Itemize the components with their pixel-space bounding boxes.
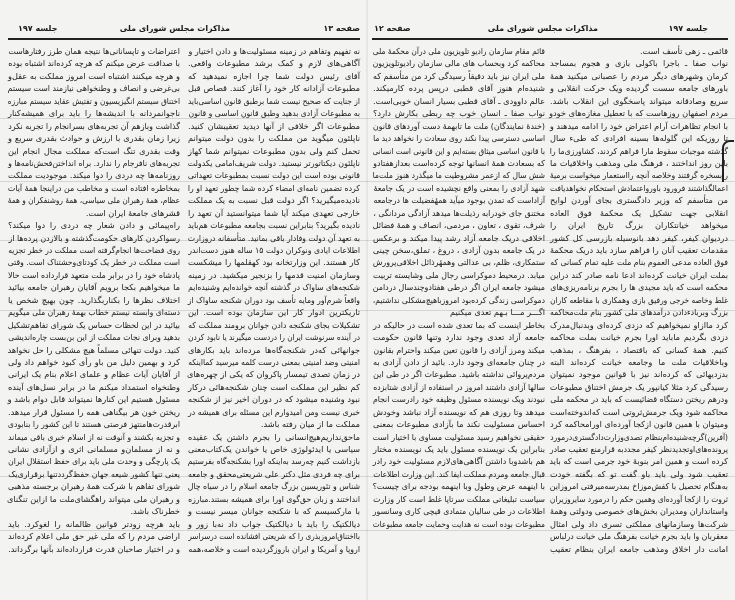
text-line: مطبوعات اگر خلافی از آنها دیدید تعقیبشان کنید. (188, 120, 360, 131)
text-line: باید هرچه زودتر قوانین ظالمانه را لغوکرد. باید (8, 518, 180, 529)
text-line: پادشاه خود را در برابر ملت متعهد قرارداده است حالا (7, 269, 181, 280)
text-line: محاکمه شود ویک جرمش‌ثروتی است که‌اندوخته‌است (549, 406, 728, 417)
text-line: پرونده‌های‌اوتجدیدنظر کیفر مجددبه قرارمنع تعقیب صادر (549, 444, 728, 454)
text-column-left (373, 45, 545, 530)
text-line: خارجی تعهدی میکند آیا شما میتوانستید آن تعهد را (188, 207, 360, 218)
text-line: انقلابی جهت تشکیل یک محکمهٔ فوق العاده (550, 207, 728, 218)
text-line: باورهای جامعه سست گردیده ویک حرکت انقلابی و (550, 83, 728, 94)
text-line: معقربان وا باید بجرم خیانت بفرهنگ ملی خیانت درلباس (549, 531, 728, 542)
page-number: صفحه ۱۲ (374, 24, 411, 33)
text-line: بخاطر اینست که بما تعدی شده است در حالیکه در (373, 319, 545, 330)
text-line: مقدمات تعقیب آنان را فراهم سازد باید دریک محکمهٔ (550, 245, 728, 255)
text-line: حقیقی نخواهیم رسید مسئولیت مساوی با اختیار است (372, 431, 545, 442)
text-line: اعمالگذاشتند فرورود باورواعتمادش استحکام نخواهدیافت (550, 182, 728, 193)
text-line: به مطبوعات آزادی بدهید وطبق قانون اساسی و قانون (188, 108, 360, 119)
text-line: یعنی تنها کشور شیعه جهان حفظ‌گردد‌تنها برقراری‌یک (8, 468, 181, 479)
text-line: دموکراسی زندگی کرده‌بود امروزباهیچ‌مشکلی نداشتیم، (372, 294, 545, 305)
text-line: سیاسی یا ایدئولوژی خاص یا خواندن یک‌کتاب‌معنی (188, 444, 360, 454)
text-line: میدهد وتا روزی هم که نویسنده آزاد نباشد وخودش (373, 406, 545, 417)
text-line: نبود وشنیده میشود که در دوران اخیر نیز از شکنجه (188, 394, 360, 405)
text-line: احساس مسئولیت نکند ما بآزادی مطبوعات بمعنی (373, 419, 545, 430)
text-line: بمخاطره افتاده است و مخاطب من دراینجا همهٔ آیات (7, 182, 181, 193)
page-header (8, 24, 360, 36)
text-line: واقعاً شرم‌آور ومایه تأسف بود دوران شکنجه ساواک از (187, 294, 360, 305)
text-line: ناپلئون میگوید من مملکت را بدون دولت میتوانم (188, 133, 360, 144)
text-line: فوق العاده مدعی العموم بنام ملت علیه تمام کسانی که (550, 257, 728, 268)
text-line: بزرگ وبربادءدادن درآمدهای ملی کشور بنام ملت‌محاکمه (549, 307, 728, 318)
text-line: زیرا زمان بقدری با ارزش و حوادث بقدری سریع و (8, 133, 180, 144)
text-line: مملکت ما از میان رفته باشد. (260, 419, 360, 430)
text-line: دردیوان کیفر، کیفر دهد بانوسیله بازرسی کل کشور (550, 232, 728, 243)
text-line: خبری نیست ومن امیدوارم این مسئله برای همیشه در (188, 406, 360, 417)
text-line: رسیدگی کرد مثلا کیانپور یک جرمش اختناق مطبوعات (549, 381, 728, 392)
text-line: در زمان تصدی تیمسار پاکروان که یکی از چهره‌های (186, 369, 360, 380)
text-line: بدزدیهائی که کرده‌اند نیز با قوانین موجود نمیتوان (550, 369, 728, 380)
text-line: من متأسفم که وزیر دادگستری بجای آوردن لوایح (550, 195, 728, 206)
text-line: دسته‌ای وابسته نیستم خطاب بهمهٔ رهبران ملی میگویم (8, 307, 181, 318)
text-line: کرده است و همین امر بنوبهٔ خود جرمی است که باید (549, 456, 728, 467)
text-line: ودرهم ریختن دستگاه قضائیست که باید در محکمه ملی (550, 394, 728, 405)
text-line: نواب صفا ـ انسان خوب چه ربطی بکارش دارد؟ (373, 108, 545, 119)
text-line: اراضی مردم را که ملی غیر حق ملی اعلام کرده‌اند (8, 531, 180, 542)
text-line: نواب صفا ـ باجرا باکولی بازی و هجوم بمساجد (550, 58, 728, 69)
text-line: گذاشت وبازهم آن تجربه‌های بسرانجام را تجربه نکرد (8, 120, 180, 131)
text-line: میشود جامعه ایران اگر درطی هفتادوچندسال دردامن (372, 282, 545, 293)
text-line: روی فضاحت‌ها انجام‌گرفته است مملکت در خطر تجزیه (8, 245, 180, 255)
text-line: عظام، همهٔ رهبران ملی سیاسی، همهٔ روشنفکران و همهٔ (7, 195, 180, 206)
text-line: واستانداران ومدیران بخش‌های خصوصی ودولتی وهمهٔ (549, 506, 728, 517)
text-line: انداختند و زبان حق‌گوی اورا برای همیشه بستند.مبارزه (188, 493, 360, 504)
text-line: یک پارچگی و وحدت ملی باید برای حفظ استقلال ایران (8, 456, 181, 467)
text-line: قانونی بوده است این دولت نسبت بمطبوعات تعهداتی (187, 170, 360, 181)
text-line: (آفرین)گرچه‌شنیده‌ام‌بنظام تصدی‌وزارت‌دادگستری‌درمورد (550, 431, 728, 442)
text-line: ما میخواهیم بکجا برویم آقایان رهبران جامعه بیائید (8, 282, 180, 293)
text-line: قائم مقام سازمان رادیو تلویزیون ملی درآن محکمهٔ ملی (372, 46, 545, 56)
text-line: مختنق جای خودرابه رذیلت‌ها میدهد آزادگی مردانگی ، (373, 207, 545, 218)
text-line: به‌هنگام تحصیل با کفش‌موزاخ بمدرسه‌میرفتی امروزاین (549, 481, 728, 492)
text-line: کرده تضمین نامه‌ای امضاء کرده شما چطور تعهد او را (187, 182, 360, 193)
page-left (0, 0, 366, 600)
text-line: ابرقدرت‌هامنتهز فرصتی هستند تا این کشور را بنابودی (7, 419, 181, 430)
text-line: محاکمه کرد وبحساب های مالی سازمان رادیوتلویزیون (372, 58, 545, 69)
text-line: نادیده‌میگیرید؟ اگر دولت قبل نسبت به یک مملکت (188, 195, 360, 206)
text-line: به تعهد آن دولت وفادار باقی بمانید. متأسفانه دروزارت (187, 232, 360, 243)
text-line: ملی ایران نیز باید دقیقاً رسیدگی کرد من متأسفم که (372, 70, 545, 81)
text-line: سریع وصادقانه میتواند پاسخگوی این انقلاب باشد. (550, 95, 728, 106)
text-line: با انجام تظاهرات آرام اعتراض خود را ادامه میدهند و (549, 120, 728, 131)
text-line: اعتراضات و تاپسانانی‌ها نتیجه همان طرز رفتارهاست (8, 46, 180, 56)
text-line: وطنخواه استمداد میکنم ما در برابر نسل‌های آینده (8, 381, 180, 392)
text-line: مسئول هستیم این کنارها نمیتواند قابل دوام باشد و (7, 394, 180, 405)
text-line: ومیتوان با همین قانون ازکجا آورده‌ای اورامحاکمه کرد (550, 419, 728, 430)
text-line: سیاست تبلیغاتی مملکت سرتاپا غلط است کار وزارت (373, 493, 545, 504)
text-line: نادیده بگیرید؟ بنابراین نسبت بجامعه مطبوعات هم‌باید (187, 220, 360, 231)
text-line: نبودند ویک نویسنده مسئول وظیفه خود رادرست انجام (372, 394, 545, 405)
text-line: اختناق سیستم انگیزیسیون و تفتیش عقاید سیستم مبارزه (7, 95, 181, 106)
text-line: قائمی ـ زهی تأسف است. (639, 46, 728, 56)
text-line: کرمان وشهرهای دیگر مردم را عصبانی میکنید همهٔ (550, 70, 728, 81)
text-line: اطلاعات در طی سالیان متمادی قیچی کاری وسانسور (372, 506, 545, 517)
text-line: امانت دار اخلاق ومذهب جامعه ایران بنظام تعقیب (550, 543, 728, 554)
text-line: در یک جامعه بدون آزادی ، دروغ ، تملق،سخن چینی (372, 245, 545, 255)
text-line: رابسخره گرفتند وخلاصه آنچه رااستعمار میخواست برمیهٔ (549, 170, 728, 181)
text-line: اروپا و آمریکا و ایران باروزگردیده است و خلاصه،همه (188, 543, 360, 554)
session-number: جلسه ۱۹۷ (668, 24, 708, 33)
text-line: وقت بقدری تنگ است‌که مملکت مجال انجام این (8, 145, 180, 156)
text-line: مطبوعات بوده است نه هدایت وحمایت جامعه مطبوعات (372, 518, 545, 529)
text-line: بی‌غرضی و انصاف و وطنخواهی نیازمند است سیستم (7, 83, 181, 94)
text-line: و در اختیار صاحبان قدرت قرارداده‌اند بآنها برگرداند. (8, 543, 180, 554)
text-line: امنیتی وضد امنیتی بمعنی درست کلمه میرسید کمااینکه (188, 356, 360, 367)
text-line: شش سال که ازعمر مشروطیت ما میگذرد هنوز ملت‌ما (372, 170, 545, 181)
text-line: تاریکترین ادوار کار این سازمان بوده است. این (188, 307, 360, 318)
text-line: مردم اصفهان روزهاست که با تعطیل مغازه‌های خودو (549, 108, 728, 119)
text-line: بیائید در این لحظات حساس یک شورای تفاهم‌تشکیل (7, 319, 180, 330)
text-line: (خندهٔ نمایندگان) ملت ما تابهمهٔ دست آوردهای قانون (372, 120, 545, 131)
text-line: دزدی بگردیم ماباید اورا بجرم خیانت بملت محاکمه (550, 332, 728, 343)
text-line: از آقایان آیات عظام و علمای اعلام بنام یک ایرانی (8, 369, 180, 380)
text-line: کار هستند. این وزارتخانه بود کهقلمها را میشکست (188, 257, 360, 268)
text-line: مردم‌پروائی نداشته باشید. مطبوعات اگر در طی این (373, 369, 545, 380)
text-line: میکند ومرز آزادی را قانون تعین میکند واحترام بقانون (373, 344, 545, 355)
text-line: مطبوعات آزادانه کار خود را آغاز کنند. قصاص قبل (188, 83, 360, 94)
text-line: با قانون اساسی میثاق بسته‌ایم و این قانونی است انسانی (372, 145, 545, 156)
text-line: آگاهی‌های لازم و کمک برشد مطبوعات واقعی. (188, 58, 360, 69)
text-line: در آینده سرنوشت ایران را دردست میگیرند یا نابود کردن (188, 332, 360, 343)
text-line: ریختن خون هر بیگناهی همه را مسئول قرار میدهد. (8, 406, 180, 417)
text-column-right (188, 45, 360, 555)
text-line: اگـــر مـــا بـهم تعدی میکنیم (450, 307, 545, 318)
text-line: محکمه است که باید مجیدی ها را بجرم برنامه‌ریزی‌های (550, 282, 728, 293)
text-line: کم نظیر این مملکت است چنان شکنجه‌هائی درکار (188, 381, 360, 392)
text-line: اطلاعات ایادی ونوکران دولت ۱۵ ساله هنوز دست‌اندر (188, 245, 360, 255)
text-line: خطرناک باشد. (130, 506, 180, 517)
page-header (372, 24, 728, 36)
text-line: شنیده‌ام هنوز آقای قطبی درپس پرده کارمیکند. (373, 83, 545, 94)
text-line: تجربه‌های نافرجام را ندارد. براه انداختن‌فحش‌نامه‌ها و (8, 157, 181, 168)
text-line: تعقیب شود ولی باید باو گفت تو که بگفته خودت (550, 468, 728, 479)
text-line: شرف، تقوی ، تعاون ، مردمی، انصاف و همهٔ فضائل (372, 220, 545, 231)
text-line: بدهید وبرای نجات مملکت از این بن‌بست چاره‌اندیشی (8, 332, 180, 343)
text-line: میابد. درمحیط دموکراسی رجال ملی وشایسته تربیت (372, 269, 545, 280)
header-rule (372, 38, 728, 40)
text-line: بملت ایران خیانت کرده‌اند ادعا نامه صادر کند دراین (550, 269, 728, 280)
text-line: از جنایت که صحیح نیست شما برطبق قانون اساسی‌باید (187, 95, 360, 106)
text-line: کرد و بهمین دلیل من باو رأی کبود خواهم داد ولی (8, 356, 180, 367)
text-line: دیالکتیک را باید با دیالکتیک جواب داد نه‌با زور و (188, 518, 360, 529)
page-number: صفحه ۱۳ (323, 24, 360, 33)
text-line: بااختناق‌امروزبذری را که شریعتی افشانده است درسراسر (188, 531, 360, 542)
text-line: و تجزیه بکشند و آنوقت نه از اسلام خبری باقی میماند (8, 431, 181, 442)
text-line: با مارکسیسم که با شکنجه جوانان میسر نیست و (188, 506, 360, 517)
text-line: شناس و تئوریسین بزرگ جامعه اسلام را در سیاه چال (187, 481, 360, 492)
text-line: که بسعادت همهٔ انسانها توجه کرده‌است بعدازهفتادو (373, 157, 545, 168)
text-line: کرد ماازاو نمیخواهیم که دزدی کرده‌ای وبدنبال‌مدرک (550, 319, 728, 330)
text-line: راه‌پیمائی و دادن شعار چه دردی را دوا میکند؟ (8, 220, 180, 231)
header-title: مذاکرات مجلس شورای ملی (119, 24, 230, 33)
text-line: روزنامه‌ها چه دردی را دوا میکند. موجودیت مملکت (8, 170, 180, 181)
text-line: شهد آزادی را بمعنی واقع نچشیده است در یک جامعهٔ (373, 182, 545, 193)
text-line: جوانهائی که‌در شکنجه‌گاه‌ها مرده‌اند باید بکارهای (188, 344, 360, 355)
text-line: وسازمان امنیت قدمها را بزنجیر میکشید. در زمینه (188, 269, 360, 280)
text-line: اخلاقی دریک جامعه آزاد رشد پیدا میکند و برعکس (373, 232, 545, 243)
session-number: جلسه ۱۹۷ (18, 24, 58, 33)
text-line: شکنجه‌های ساواک در گذشته آنچه خوانده‌ایم وشنیده‌ایم (188, 282, 360, 293)
text-line: است مملکت در خطر یک کودتای‌وحشتناک است. وقتی (7, 257, 181, 268)
text-line: در چنان جامعه‌ای وجود دارد. بائید از دادن آزادی به (373, 356, 545, 367)
text-line: گذشته موجبات سقوط مارا فراهم کردند، کشاورزی‌ما را (549, 145, 728, 156)
text-line: شرکت‌ها وسازمانهای مملکتی تسری داد ولی امثال (550, 518, 728, 529)
text-line: تا روزیکه این گلوله‌ها بسینه افرادی که طیء سال (550, 133, 728, 144)
text-line: کنید. دولت تنهائی مسلماً هیچ مشکلی را حل نخواهد (7, 344, 180, 355)
text-line: تحمل کنم ولی بدون مطبوعات نمیتوانم شما کهاز (188, 145, 360, 156)
header-title: مذاکرات مجلس شورای ملی (487, 24, 598, 33)
text-line: ستمکاری، ظلم، بی عدالتی وهمهٔرذائل اخلاقی‌پرورش (372, 257, 545, 268)
text-line: میخواهد خیانتکاران بزرگ تاریخ ایران را (550, 220, 728, 231)
text-line: تشکیلات بجای شکنجه دادن جوانان برومند مملکت که (188, 319, 360, 330)
text-line: باین روز انداختند ، فرهنگ ملی ومذهب واخلاقیات ما (550, 157, 728, 168)
text-column-left (8, 45, 180, 555)
text-line: ثروت را ازکجا آورده‌ای وهمین حکم را درمورد سایروزیران (549, 493, 728, 504)
text-line: ناجوانمردانه با اندیشه‌ها را باید برای همیشه‌کنار (8, 108, 180, 119)
text-line: وباخلاقیات ملت ما وجامعه خیانت کرده‌اند البته (550, 356, 728, 367)
text-column-right (550, 45, 728, 555)
text-line: قبال جامعه ومردم مملکت ایفا کند. این وزارت اطلاعات (373, 468, 545, 479)
text-line: قشرهای جامعهٔ ایران است. (85, 207, 180, 218)
text-line: رسوا‌کردن کارهای حکومت‌گذشته و بالازدن پرده‌ها از (8, 232, 180, 243)
text-line: ماحق‌نداریم‌هیچ‌انسانی را بجرم داشتن یک عقیده (188, 431, 360, 442)
text-line: و هرچه میکنند اشتباه است امروز مملکت به عقل‌و (8, 70, 180, 81)
text-line: برای چه فردی مثل دکتر علی شریعتی‌محقق و جامعه (187, 468, 360, 479)
text-line: هم باشدوبا داشتن آگاهی‌های‌لازم مسئولیت خود رادر (372, 456, 545, 467)
header-rule (8, 38, 360, 40)
text-line: جامعه آزاد تعدی وجود ندارد وتنها قانون حکومت (373, 332, 545, 343)
text-line: عالم داوودی ـ آقای قطبی بسیار انسان خوبی‌است. (373, 95, 545, 106)
text-line: ناپلئون دیکتاتورتر نیستید. دولت شریف‌امامی یکدولت (187, 157, 360, 168)
text-line: بنابراین یک نویسنده مسئول باید یک نویسنده مختار (373, 444, 545, 454)
text-line: غلط وخاصه خرجی ورفیق بازی وهمکاری با مقاطعه کاران (550, 294, 728, 305)
text-line: شورای تفاهم با شرکت همهٔ رهبران برجسته مذهبی (7, 481, 180, 492)
text-line: اساسی دسترسی پیدا نکند روی سعادت را نخواهد دید ما (373, 133, 545, 144)
text-line: اختلاف نظرها را بکناربگذارید. چون بهیچ شخص یا (8, 294, 180, 305)
text-line: و نه از مسلمان‌و مسلمانی اثری و ازآزادی نشانی (8, 444, 180, 454)
text-line: با صداقت عرض میکنم که هرچه کرده‌اند اشتباه بوده (8, 58, 181, 69)
text-line: کنیم. همهٔ کسانی که باقتصاد ، بفرهنگ ، بمذهب (550, 344, 728, 355)
text-line: آقای رئیس دولت شما چرا اجازه نمیدهید که (188, 70, 360, 81)
page-right (368, 0, 735, 600)
text-line: نه تفهیم وتفاهم در زمینه مسئولیت‌ها و دادن اختیار و (188, 46, 360, 56)
text-line: و رهبران ملی میتواند راهگشای‌ملت ما ازاین تنگنای (7, 493, 180, 504)
text-line: آزاد‌است که تمدن بوجود میآید همهٔفضیلت ها درجامعه (373, 195, 545, 206)
text-line: با اینهمه عرض وطول وبا اینهمه بودجه برای چیست؟ (372, 481, 545, 492)
text-line: سالها آزادی داشتند امروز در استفاده از آزادی شتابزده (373, 381, 545, 392)
text-line: بازداشت کنیم چه‌رسد به‌اینکه اورا بشکنجه‌گاه بفرستیم (187, 456, 360, 467)
